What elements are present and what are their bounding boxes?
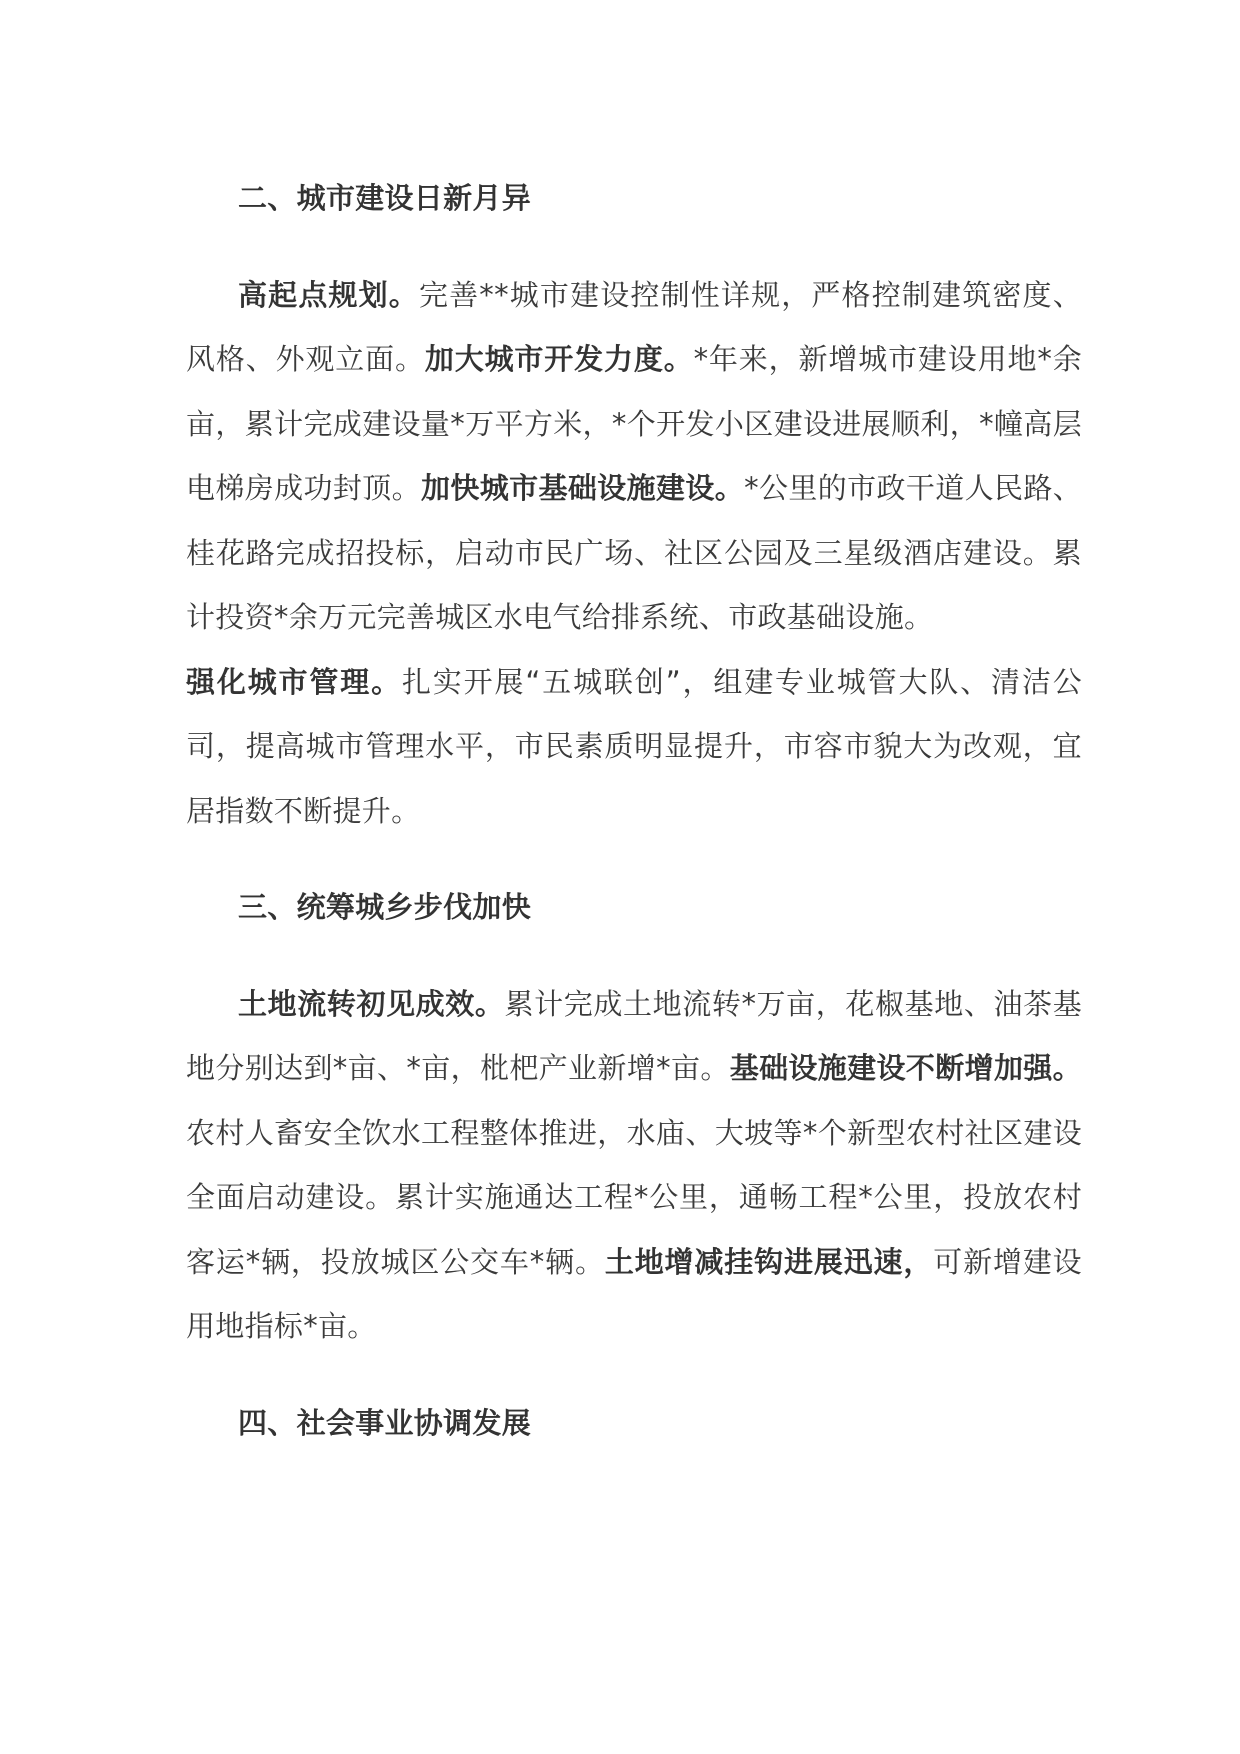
spacer [186, 940, 1082, 972]
bold-lead-phrase: 土地流转初见成效。 [238, 986, 505, 1021]
spacer [186, 843, 1082, 875]
bold-lead-phrase: 强化城市管理。 [186, 664, 402, 699]
body-text: 可新增建设用地指标*亩。 [186, 1244, 1082, 1343]
spacer [186, 1359, 1082, 1391]
section-3-paragraph [186, 972, 1082, 1359]
bold-lead-phrase: 土地增减挂钩进展迅速， [604, 1244, 934, 1279]
bold-lead-phrase: 加大城市开发力度。 [424, 342, 694, 376]
bold-lead-phrase: 高起点规划。 [238, 277, 419, 312]
body-text: 扎实开展“五城联创”，组建专业城管大队、清洁公司，提高城市管理水平，市民素质明显提升，市容市貌大为改观，宜居指数不断提升。 [186, 664, 1082, 828]
body-text: *公里的市政干道人民路、桂花路完成招投标，启动市民广场、社区公园及三星级酒店建设。累计投资*余万元完善城区水电气给排系统、市政基础设施。 [186, 471, 1082, 634]
bold-lead-phrase: 加快城市基础设施建设。 [420, 471, 745, 505]
body-text: 农村人畜安全饮水工程整体推进，水庙、大坡等*个新型农村社区建设全面启动建设。累计实施通达工程*公里，通畅工程*公里，投放农村客运*辆，投放城区公交车*辆。 [186, 1115, 1082, 1279]
bold-lead-phrase: 基础设施建设不断增加强。 [729, 1051, 1082, 1085]
section-heading-2: 二、城市建设日新月异 [238, 181, 532, 215]
document-body [186, 166, 1082, 1455]
section-2-paragraph [186, 263, 1082, 844]
spacer [186, 231, 1082, 263]
section-heading-3: 三、统筹城乡步伐加快 [238, 890, 532, 924]
body-text: 完善**城市建设控制性详规，严格控制建筑密度、风格、外观立面。 [186, 277, 1082, 376]
body-text: 累计完成土地流转*万亩，花椒基地、油茶基地分别达到*亩、*亩，枇杷产业新增*亩。 [186, 986, 1082, 1085]
section-heading-4: 四、社会事业协调发展 [238, 1405, 532, 1440]
body-text: *年来，新增城市建设用地*余亩，累计完成建设量*万平方米，*个开发小区建设进展顺利，*幢高层电梯房成功封顶。 [186, 342, 1083, 505]
